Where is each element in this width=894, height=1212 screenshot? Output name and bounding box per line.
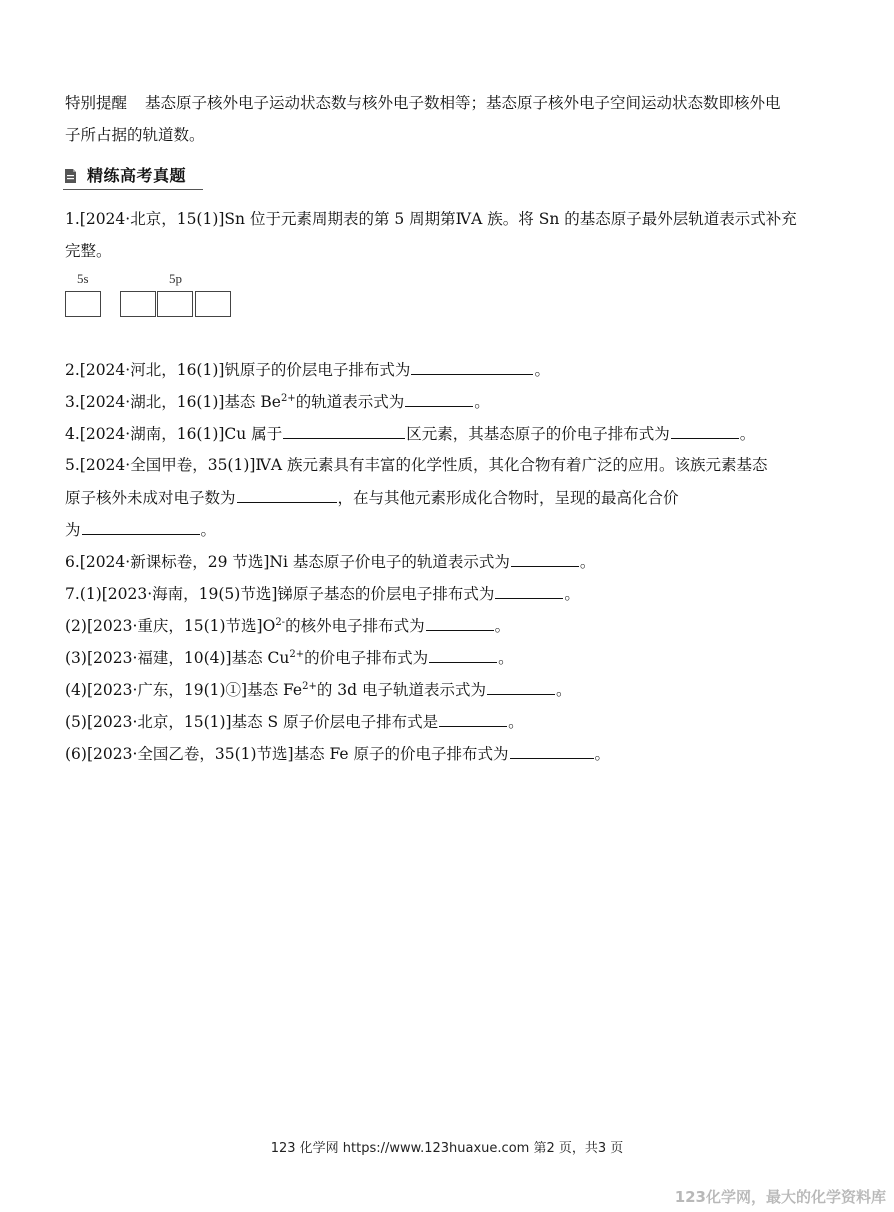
- q5-text-3: 为: [65, 521, 81, 539]
- q2-end: 。: [534, 361, 550, 379]
- q7-2-line: [65, 614, 510, 637]
- q2-text: 2.[2024·河北，16(1)]钒原子的价层电子排布式为: [65, 361, 411, 379]
- q7-3-end: 。: [498, 649, 514, 667]
- q3-text-post: 的轨道表示式为: [295, 393, 405, 411]
- q7-1-end: 。: [564, 585, 580, 603]
- answer-blank[interactable]: [237, 486, 337, 503]
- answer-blank[interactable]: [671, 422, 739, 439]
- q5-line-3: [65, 518, 216, 541]
- orbital-label-5p: 5p: [169, 271, 182, 286]
- tip-line-1: [65, 92, 781, 114]
- q7-4-text-pre: (4)[2023·广东，19(1)①]基态 Fe: [65, 681, 303, 699]
- q7-6-end: 。: [594, 745, 611, 763]
- q7-1-line: [65, 582, 580, 605]
- q6-line: [65, 550, 595, 573]
- document-icon: [64, 168, 77, 184]
- q3-line: [65, 390, 490, 413]
- q7-4-end: 。: [556, 681, 572, 699]
- q7-5-line: [65, 710, 524, 733]
- q7-4-sup: 2+: [302, 681, 317, 692]
- answer-blank[interactable]: [495, 582, 563, 599]
- q7-2-end: 。: [494, 617, 511, 635]
- q7-1-text: 7.(1)[2023·海南，19(5)节选]锑原子基态的价层电子排布式为: [65, 585, 495, 603]
- answer-blank[interactable]: [426, 614, 494, 631]
- orbital-box-5p-1[interactable]: [120, 291, 156, 317]
- q2-line: [65, 358, 550, 381]
- q7-2-text-pre: (2)[2023·重庆，15(1)节选]O: [65, 617, 276, 635]
- orbital-box-5s[interactable]: [65, 291, 101, 317]
- answer-blank[interactable]: [405, 390, 473, 407]
- section-title: 精练高考真题: [87, 166, 187, 185]
- q4-end: 。: [739, 425, 756, 443]
- answer-blank[interactable]: [429, 646, 497, 663]
- q6-text: 6.[2024·新课标卷，29 节选]Ni 基态原子价电子的轨道表示式为: [65, 553, 510, 571]
- tip-label: 特别提醒: [65, 94, 128, 112]
- q7-5-text: (5)[2023·北京，15(1)]基态 S 原子价层电子排布式是: [65, 713, 439, 731]
- watermark: 123化学网，最大的化学资料库: [674, 1188, 886, 1206]
- q1-text-2: 完整。: [65, 242, 112, 260]
- answer-blank[interactable]: [439, 710, 507, 727]
- q7-3-text-pre: (3)[2023·福建，10(4)]基态 Cu: [65, 649, 290, 667]
- q7-6-line: [65, 742, 610, 765]
- tip-text-2: 子所占据的轨道数。: [65, 126, 205, 144]
- q7-3-text-post: 的价电子排布式为: [304, 649, 429, 667]
- q5-line-2: [65, 486, 679, 509]
- answer-blank[interactable]: [82, 518, 200, 535]
- q3-text-pre: 3.[2024·湖北，16(1)]基态 Be: [65, 393, 281, 411]
- q7-2-sup: 2-: [275, 617, 286, 628]
- answer-blank[interactable]: [283, 422, 405, 439]
- q6-end: 。: [579, 553, 596, 571]
- q5-text-2-post: ，在与其他元素形成化合物时，呈现的最高化合价: [337, 489, 679, 507]
- answer-blank[interactable]: [511, 550, 579, 567]
- orbital-box-5p-3[interactable]: [195, 291, 231, 317]
- q5-end: 。: [200, 521, 217, 539]
- answer-blank[interactable]: [487, 678, 555, 695]
- orbital-label-5s: 5s: [77, 271, 89, 286]
- q1-line-1: [65, 208, 797, 230]
- tip-text-1: 基态原子核外电子运动状态数与核外电子数相等；基态原子核外电子空间运动状态数即核外电: [145, 94, 781, 112]
- q7-4-line: [65, 678, 572, 701]
- page-footer: 123 化学网 https://www.123huaxue.com 第2 页，共3 页: [270, 1141, 624, 1156]
- section-heading: [63, 164, 203, 190]
- q4-line: [65, 422, 755, 445]
- q1-text-1: 1.[2024·北京，15(1)]Sn 位于元素周期表的第 5 周期第ⅣA 族。将 Sn 的基态原子最外层轨道表示式补充: [65, 210, 797, 228]
- tip-line-2: [65, 124, 205, 146]
- answer-blank[interactable]: [510, 742, 594, 759]
- q7-4-text-post: 的 3d 电子轨道表示式为: [316, 681, 487, 699]
- q4-text-mid: 区元素，其基态原子的价电子排布式为: [406, 425, 670, 443]
- q7-3-line: [65, 646, 514, 669]
- q4-text-pre: 4.[2024·湖南，16(1)]Cu 属于: [65, 425, 283, 443]
- q5-line-1: [65, 454, 768, 476]
- q3-sup: 2+: [280, 393, 296, 404]
- q7-3-sup: 2+: [289, 649, 305, 660]
- q5-text-1: 5.[2024·全国甲卷，35(1)]ⅣA 族元素具有丰富的化学性质，其化合物有着广泛的应用。该族元素基态: [65, 456, 768, 474]
- answer-blank[interactable]: [411, 358, 533, 375]
- q5-text-2-pre: 原子核外未成对电子数为: [65, 489, 236, 507]
- q7-6-text: (6)[2023·全国乙卷，35(1)节选]基态 Fe 原子的价电子排布式为: [65, 745, 509, 763]
- q7-5-end: 。: [508, 713, 524, 731]
- q7-2-text-post: 的核外电子排布式为: [285, 617, 425, 635]
- orbital-box-5p-2[interactable]: [157, 291, 193, 317]
- q1-line-2: [65, 240, 112, 262]
- q3-end: 。: [474, 393, 490, 411]
